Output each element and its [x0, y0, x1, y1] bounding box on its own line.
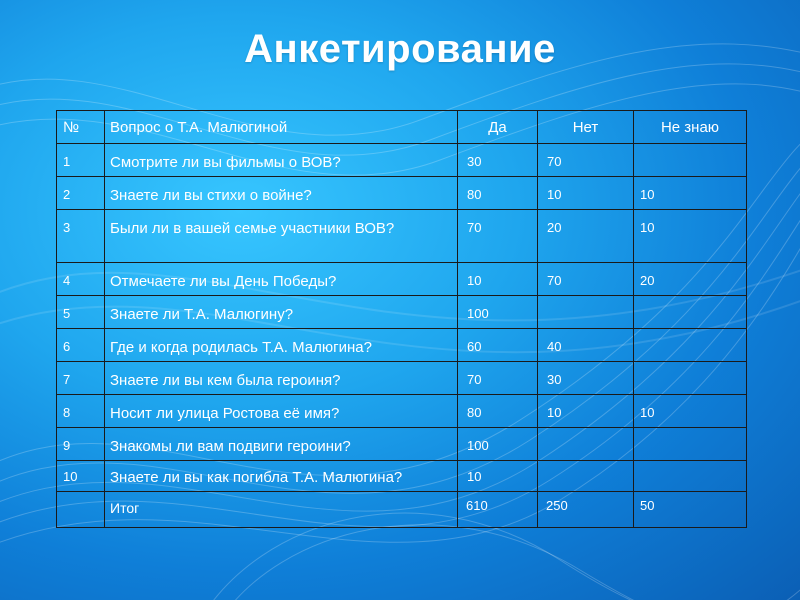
row-question: Знаете ли вы стихи о войне? — [110, 187, 312, 204]
table-header-row — [57, 111, 747, 144]
row-yes: 10 — [467, 469, 482, 484]
table-row — [57, 428, 747, 461]
row-dont-know — [634, 428, 746, 438]
row-number: 6 — [63, 339, 71, 354]
row-dont-know — [634, 329, 746, 339]
row-yes: 80 — [467, 187, 482, 202]
table-row-last-with-total — [57, 461, 747, 528]
total-yes: 610 — [457, 491, 538, 525]
row-dont-know: 10 — [640, 405, 655, 420]
row-question: Смотрите ли вы фильмы о ВОВ? — [110, 154, 341, 171]
row-number: 2 — [63, 187, 71, 202]
row-question: Где и когда родилась Т.А. Малюгина? — [110, 339, 372, 356]
row-no — [538, 428, 633, 438]
row-dont-know: 10 — [640, 220, 655, 235]
table-row — [57, 329, 747, 362]
row-no: 70 — [547, 154, 562, 169]
row-dont-know — [634, 461, 746, 491]
header-question: Вопрос о Т.А. Малюгиной — [105, 111, 458, 144]
row-no — [538, 461, 633, 491]
row-question: Знаете ли вы как погибла Т.А. Малюгина? — [110, 469, 403, 486]
page-title: Анкетирование — [244, 27, 556, 71]
header-no: Нет — [538, 111, 634, 144]
row-yes: 70 — [467, 372, 482, 387]
table-row — [57, 144, 747, 177]
table-row — [57, 296, 747, 329]
row-no: 30 — [547, 372, 562, 387]
total-no: 250 — [537, 491, 634, 525]
row-yes: 70 — [467, 220, 482, 235]
row-no: 10 — [547, 405, 562, 420]
row-no: 20 — [547, 220, 562, 235]
row-number: 10 — [63, 469, 78, 484]
total-label: Итог — [110, 500, 140, 516]
row-question: Знакомы ли вам подвиги героини? — [110, 438, 351, 455]
table-row — [57, 210, 747, 263]
header-number: № — [57, 111, 105, 144]
row-number: 7 — [63, 372, 71, 387]
row-no: 40 — [547, 339, 562, 354]
row-yes: 80 — [467, 405, 482, 420]
row-dont-know: 10 — [640, 187, 655, 202]
row-yes: 30 — [467, 154, 482, 169]
table-row — [57, 362, 747, 395]
row-number: 5 — [63, 306, 71, 321]
row-number: 1 — [63, 154, 71, 169]
row-yes: 60 — [467, 339, 482, 354]
row-number: 4 — [63, 273, 71, 288]
survey-table — [56, 110, 747, 528]
row-no: 70 — [547, 273, 562, 288]
row-number: 9 — [63, 438, 71, 453]
table-row — [57, 263, 747, 296]
row-yes: 100 — [467, 306, 489, 321]
table-row — [57, 177, 747, 210]
row-number: 3 — [63, 220, 71, 235]
total-dont-know: 50 — [633, 491, 747, 525]
row-yes: 10 — [467, 273, 482, 288]
header-yes: Да — [458, 111, 538, 144]
row-question: Знаете ли вы кем была героиня? — [110, 372, 341, 389]
question-and-total-cell — [105, 461, 457, 525]
row-no: 10 — [547, 187, 562, 202]
row-question: Знаете ли Т.А. Малюгину? — [110, 306, 294, 323]
row-yes: 100 — [467, 438, 489, 453]
row-dont-know: 20 — [640, 273, 655, 288]
row-dont-know — [634, 296, 746, 306]
row-dont-know — [634, 144, 746, 154]
row-number: 8 — [63, 405, 71, 420]
row-question: Отмечаете ли вы День Победы? — [110, 273, 337, 290]
header-dont-know: Не знаю — [634, 111, 747, 144]
row-question: Были ли в вашей семье участники ВОВ? — [110, 220, 395, 237]
row-no — [538, 296, 633, 306]
row-question: Носит ли улица Ростова её имя? — [110, 405, 340, 422]
table-row — [57, 395, 747, 428]
row-divider — [104, 491, 458, 492]
total-number-cell — [56, 491, 105, 525]
row-dont-know — [634, 362, 746, 372]
